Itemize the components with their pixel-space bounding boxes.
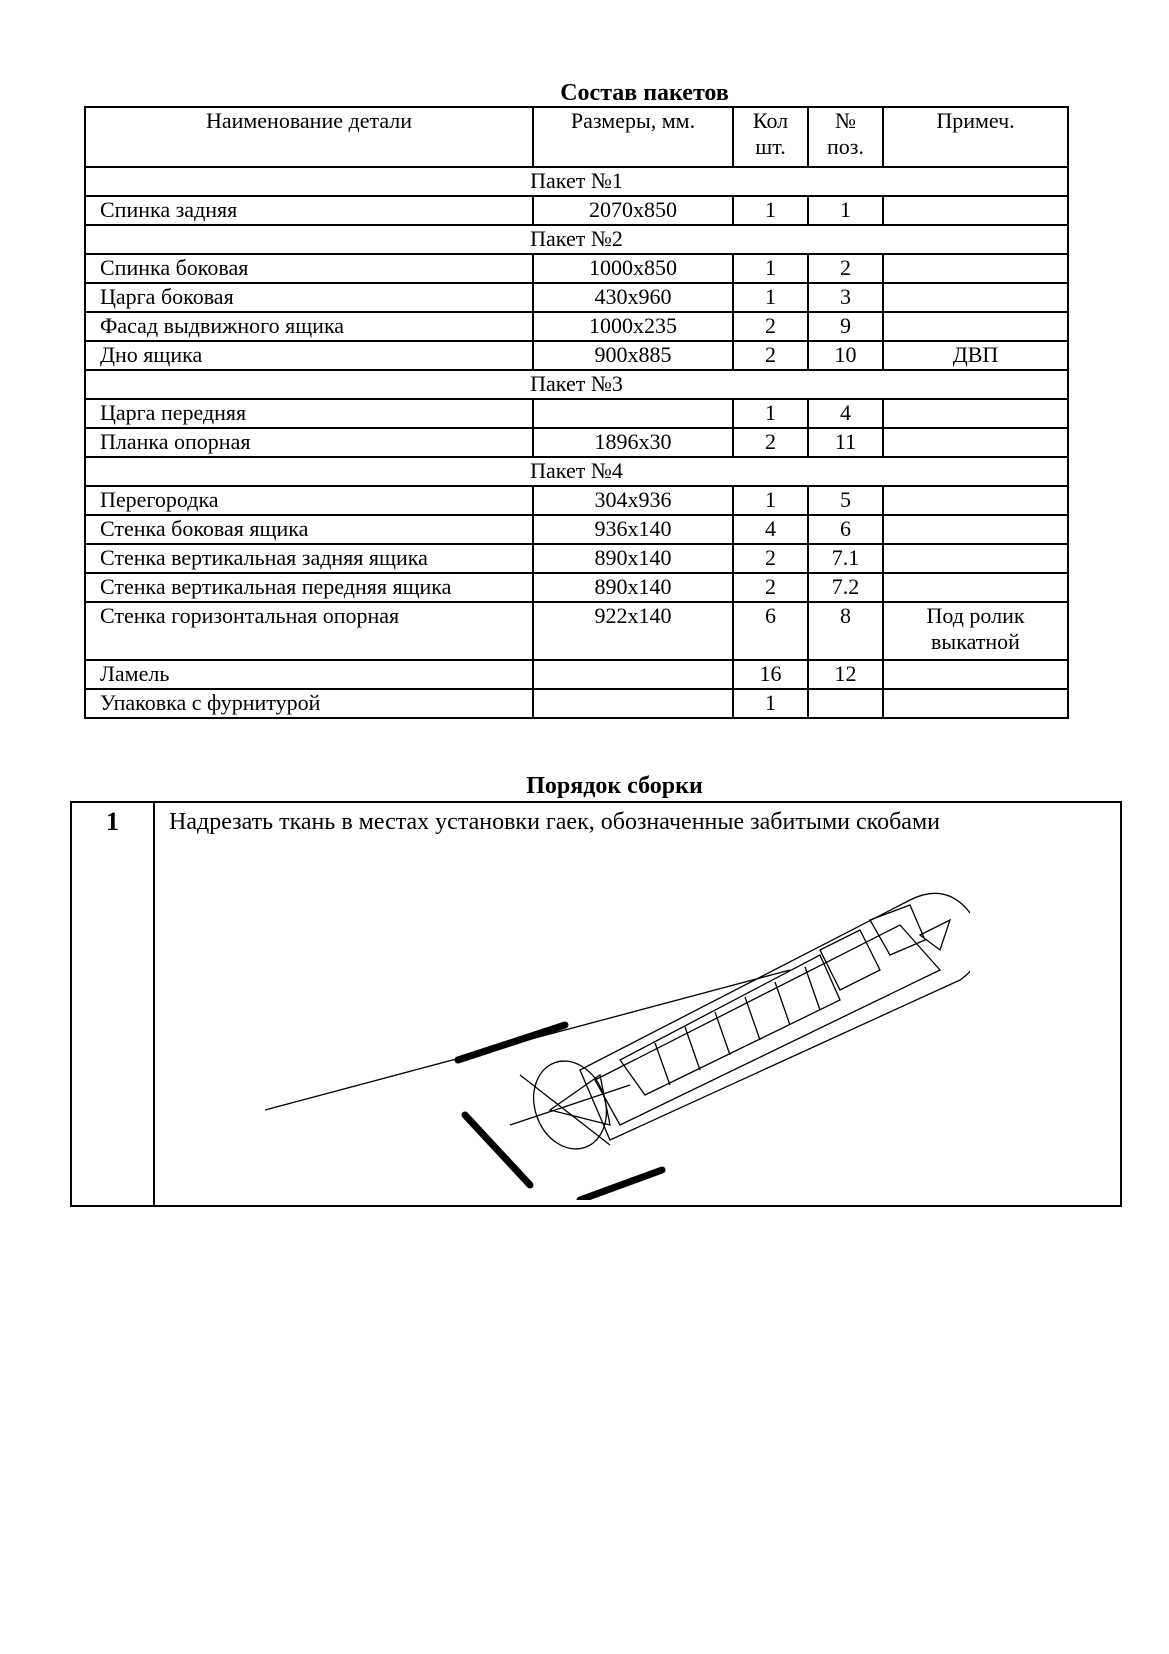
utility-knife-illustration: [250, 860, 970, 1200]
part-note: [883, 428, 1068, 457]
part-pos: 9: [808, 312, 883, 341]
part-row: [85, 573, 1068, 602]
part-qty: 4: [733, 515, 808, 544]
header-pos: [808, 107, 883, 167]
part-pos: 5: [808, 486, 883, 515]
part-pos: 10: [808, 341, 883, 370]
parts-table-header: [85, 107, 1068, 167]
part-qty: 16: [733, 660, 808, 689]
part-name: Фасад выдвижного ящика: [85, 312, 533, 341]
part-name: Стенка вертикальная передняя ящика: [85, 573, 533, 602]
section-title-assembly: Порядок сборки: [526, 773, 703, 799]
part-name: Спинка задняя: [85, 196, 533, 225]
part-name: Стенка боковая ящика: [85, 515, 533, 544]
package-header-row: [85, 225, 1068, 254]
part-note: [883, 660, 1068, 689]
section-title-packages: Состав пакетов: [560, 80, 729, 106]
part-pos: [808, 689, 883, 718]
part-row: [85, 312, 1068, 341]
part-pos: 2: [808, 254, 883, 283]
part-size: 2070х850: [533, 196, 733, 225]
part-name: Планка опорная: [85, 428, 533, 457]
part-name: Дно ящика: [85, 341, 533, 370]
header-qty: [733, 107, 808, 167]
part-row: [85, 254, 1068, 283]
part-size: [533, 689, 733, 718]
part-pos: 6: [808, 515, 883, 544]
part-pos: 7.2: [808, 573, 883, 602]
package-header-row: [85, 457, 1068, 486]
part-row: [85, 660, 1068, 689]
part-size: 900х885: [533, 341, 733, 370]
part-name: Царга передняя: [85, 399, 533, 428]
part-size: 1000х235: [533, 312, 733, 341]
part-size: 430х960: [533, 283, 733, 312]
part-qty: 1: [733, 196, 808, 225]
part-note: [883, 602, 1068, 660]
part-qty: 2: [733, 573, 808, 602]
part-pos: 3: [808, 283, 883, 312]
part-qty: 1: [733, 283, 808, 312]
staple-mark: [580, 1170, 662, 1200]
part-size: 1896х30: [533, 428, 733, 457]
part-size: 304х936: [533, 486, 733, 515]
part-name: Упаковка с фурнитурой: [85, 689, 533, 718]
part-qty: 1: [733, 399, 808, 428]
part-row: [85, 689, 1068, 718]
package-label: Пакет №2: [85, 225, 1068, 254]
part-pos: 1: [808, 196, 883, 225]
part-qty: 1: [733, 254, 808, 283]
part-note-line1: Под ролик: [926, 603, 1025, 628]
part-row: [85, 602, 1068, 660]
part-note: [883, 312, 1068, 341]
part-name: Спинка боковая: [85, 254, 533, 283]
header-qty-line2: шт.: [755, 134, 786, 159]
part-pos: 8: [808, 602, 883, 660]
part-pos: 11: [808, 428, 883, 457]
part-qty: 2: [733, 544, 808, 573]
step-number: 1: [71, 802, 154, 1206]
package-header-row: [85, 167, 1068, 196]
part-note-line2: выкатной: [931, 629, 1020, 654]
header-note: Примеч.: [883, 107, 1068, 167]
part-qty: 2: [733, 341, 808, 370]
part-note: [883, 254, 1068, 283]
package-label: Пакет №1: [85, 167, 1068, 196]
part-qty: 1: [733, 689, 808, 718]
part-note: ДВП: [883, 341, 1068, 370]
part-note: [883, 515, 1068, 544]
part-name: Стенка горизонтальная опорная: [85, 602, 533, 660]
package-header-row: [85, 370, 1068, 399]
part-size: 890х140: [533, 573, 733, 602]
part-pos: 4: [808, 399, 883, 428]
header-pos-line1: №: [835, 108, 856, 133]
part-name: Ламель: [85, 660, 533, 689]
part-name: Стенка вертикальная задняя ящика: [85, 544, 533, 573]
part-qty: 1: [733, 486, 808, 515]
part-size: [533, 399, 733, 428]
staple-mark: [465, 1115, 530, 1185]
header-qty-line1: Кол: [752, 108, 789, 133]
part-row: [85, 341, 1068, 370]
part-note: [883, 283, 1068, 312]
part-qty: 6: [733, 602, 808, 660]
part-size: 922х140: [533, 602, 733, 660]
step-text: Надрезать ткань в местах установки гаек, обозначенные забитыми скобами: [154, 802, 1121, 1206]
part-size: 936х140: [533, 515, 733, 544]
staple-mark: [458, 1025, 565, 1060]
part-row: [85, 515, 1068, 544]
header-name: Наименование детали: [85, 107, 533, 167]
part-row: [85, 283, 1068, 312]
part-size: 890х140: [533, 544, 733, 573]
header-pos-line2: поз.: [827, 134, 864, 159]
part-pos: 12: [808, 660, 883, 689]
part-note: [883, 689, 1068, 718]
package-label: Пакет №3: [85, 370, 1068, 399]
part-qty: 2: [733, 428, 808, 457]
header-size: Размеры, мм.: [533, 107, 733, 167]
part-pos: 7.1: [808, 544, 883, 573]
part-note: [883, 486, 1068, 515]
part-row: [85, 486, 1068, 515]
part-row: [85, 196, 1068, 225]
part-size: 1000х850: [533, 254, 733, 283]
part-note: [883, 399, 1068, 428]
package-label: Пакет №4: [85, 457, 1068, 486]
part-note: [883, 573, 1068, 602]
part-qty: 2: [733, 312, 808, 341]
part-note: [883, 544, 1068, 573]
part-row: [85, 399, 1068, 428]
part-note: [883, 196, 1068, 225]
part-name: Перегородка: [85, 486, 533, 515]
part-name: Царга боковая: [85, 283, 533, 312]
part-size: [533, 660, 733, 689]
part-row: [85, 544, 1068, 573]
part-row: [85, 428, 1068, 457]
parts-table: [84, 106, 1069, 719]
